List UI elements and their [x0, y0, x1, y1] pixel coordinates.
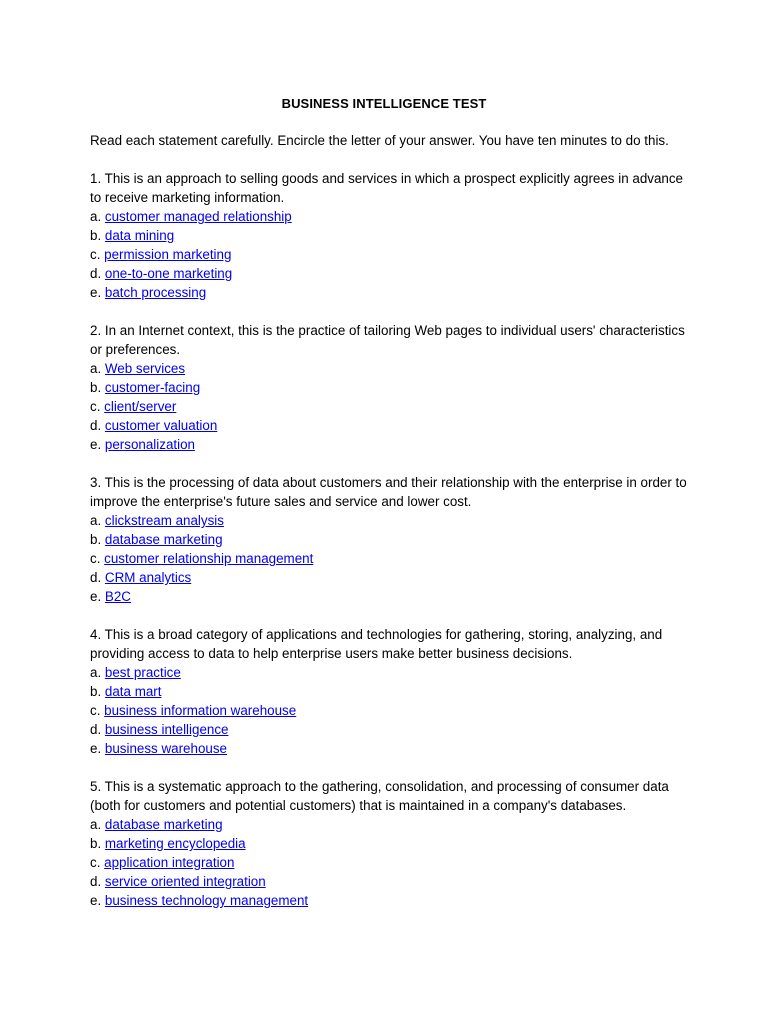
answer-option	[90, 397, 690, 416]
option-letter: b.	[90, 380, 102, 395]
option-letter: d.	[90, 570, 102, 585]
question-text: 1. This is an approach to selling goods and services in which a prospect explicitly agrees in advance to receive marketing information.	[90, 171, 683, 205]
answer-link[interactable]: customer relationship management	[104, 551, 314, 566]
answer-link[interactable]: client/server	[104, 399, 177, 414]
option-letter: e.	[90, 285, 102, 300]
answer-link[interactable]: batch processing	[104, 285, 207, 300]
answer-option	[90, 853, 690, 872]
answer-link[interactable]: personalization	[104, 437, 195, 452]
option-letter: c.	[90, 399, 101, 414]
answer-link[interactable]: CRM analytics	[104, 570, 192, 585]
option-letter: b.	[90, 532, 102, 547]
answer-option	[90, 720, 690, 739]
answer-link[interactable]: business technology management	[104, 893, 309, 908]
answer-option	[90, 359, 690, 378]
answer-option	[90, 283, 690, 302]
answer-link[interactable]: best practice	[104, 665, 181, 680]
answer-link[interactable]: customer managed relationship	[104, 209, 292, 224]
answer-option	[90, 815, 690, 834]
answer-option	[90, 739, 690, 758]
option-letter: d.	[90, 418, 102, 433]
answer-link[interactable]: business information warehouse	[104, 703, 297, 718]
option-letter: b.	[90, 684, 102, 699]
option-letter: b.	[90, 228, 102, 243]
instructions-text: Read each statement carefully. Encircle the letter of your answer. You have ten minutes to do this.	[90, 133, 669, 148]
answer-link[interactable]: marketing encyclopedia	[104, 836, 246, 851]
question-text: 5. This is a systematic approach to the gathering, consolidation, and processing of consumer data (both for customers and potential customers) that is maintained in a company's databases.	[90, 779, 669, 813]
question-1	[90, 169, 690, 302]
answer-link[interactable]: clickstream analysis	[104, 513, 224, 528]
question-3	[90, 473, 690, 606]
question-5	[90, 777, 690, 910]
option-letter: a.	[90, 665, 102, 680]
answer-link[interactable]: data mining	[104, 228, 175, 243]
question-text: 4. This is a broad category of applications and technologies for gathering, storing, analyzing, and providing access to data to help enterprise users make better business decisions.	[90, 627, 663, 661]
answer-link[interactable]: database marketing	[104, 532, 223, 547]
answer-option	[90, 834, 690, 853]
option-letter: b.	[90, 836, 102, 851]
option-letter: e.	[90, 741, 102, 756]
answer-option	[90, 378, 690, 397]
option-letter: a.	[90, 361, 102, 376]
question-2	[90, 321, 690, 454]
answer-link[interactable]: customer valuation	[104, 418, 218, 433]
document-body	[90, 131, 690, 929]
answer-option	[90, 264, 690, 283]
answer-option	[90, 682, 690, 701]
answer-option	[90, 891, 690, 910]
option-letter: c.	[90, 551, 101, 566]
question-text: 2. In an Internet context, this is the practice of tailoring Web pages to individual users' characteristics or preferences.	[90, 323, 685, 357]
option-letter: d.	[90, 874, 102, 889]
answer-option	[90, 701, 690, 720]
option-letter: d.	[90, 722, 102, 737]
option-letter: e.	[90, 589, 102, 604]
answer-option	[90, 245, 690, 264]
option-letter: c.	[90, 855, 101, 870]
option-letter: a.	[90, 817, 102, 832]
option-letter: e.	[90, 893, 102, 908]
answer-option	[90, 207, 690, 226]
answer-link[interactable]: permission marketing	[104, 247, 232, 262]
answer-option	[90, 549, 690, 568]
question-text: 3. This is the processing of data about customers and their relationship with the enterprise in order to improve the enterprise's future sales and service and lower cost.	[90, 475, 687, 509]
document-title: BUSINESS INTELLIGENCE TEST	[281, 96, 487, 111]
option-letter: c.	[90, 703, 101, 718]
answer-link[interactable]: business intelligence	[104, 722, 229, 737]
answer-option	[90, 587, 690, 606]
option-letter: e.	[90, 437, 102, 452]
answer-option	[90, 568, 690, 587]
question-4	[90, 625, 690, 758]
answer-link[interactable]: business warehouse	[104, 741, 227, 756]
answer-link[interactable]: one-to-one marketing	[104, 266, 233, 281]
answer-link[interactable]: service oriented integration	[104, 874, 266, 889]
answer-option	[90, 416, 690, 435]
answer-link[interactable]: data mart	[104, 684, 162, 699]
answer-option	[90, 511, 690, 530]
answer-option	[90, 530, 690, 549]
option-letter: a.	[90, 513, 102, 528]
answer-option	[90, 663, 690, 682]
answer-link[interactable]: B2C	[104, 589, 131, 604]
answer-option	[90, 226, 690, 245]
answer-link[interactable]: application integration	[104, 855, 235, 870]
answer-link[interactable]: Web services	[104, 361, 186, 376]
answer-link[interactable]: customer-facing	[104, 380, 201, 395]
option-letter: c.	[90, 247, 101, 262]
answer-link[interactable]: database marketing	[104, 817, 223, 832]
option-letter: a.	[90, 209, 102, 224]
answer-option	[90, 872, 690, 891]
answer-option	[90, 435, 690, 454]
option-letter: d.	[90, 266, 102, 281]
